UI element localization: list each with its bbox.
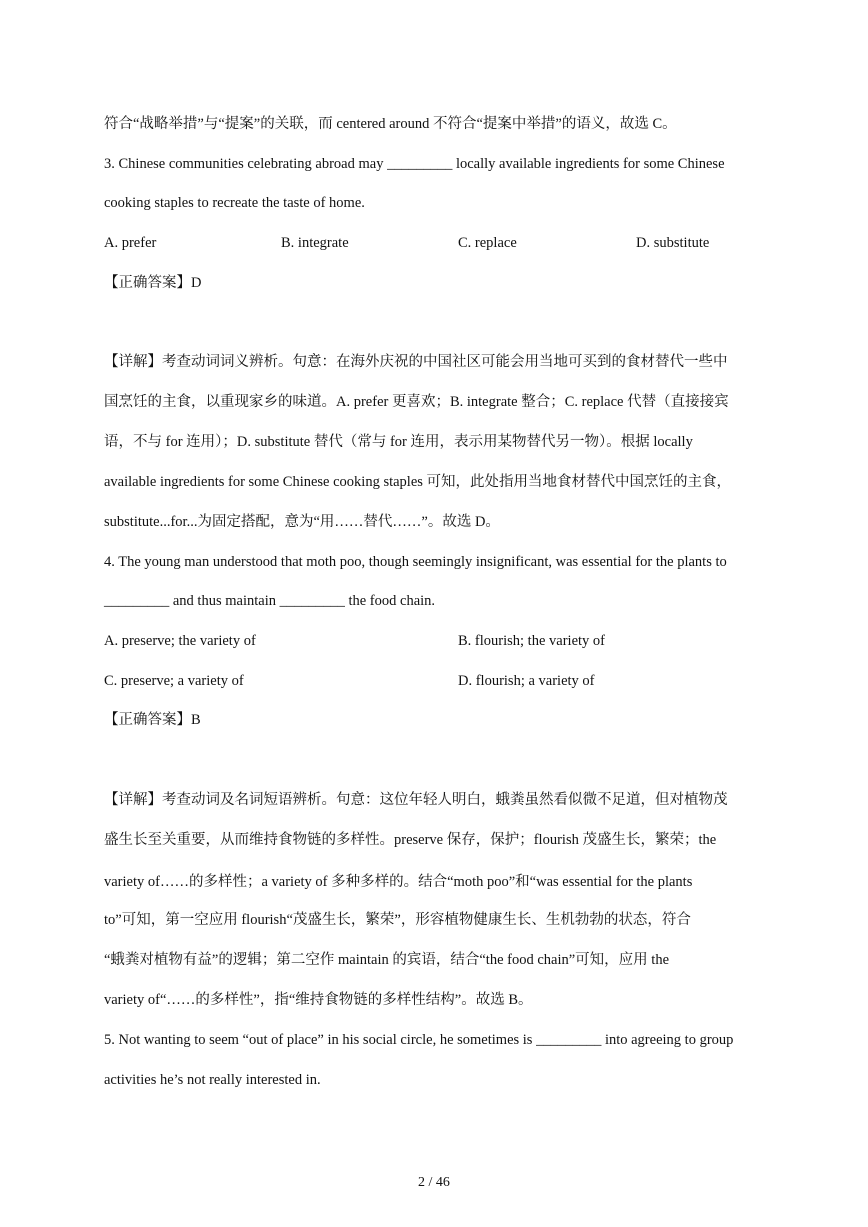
q5-stem-line-1: 5. Not wanting to seem “out of place” in his social circle, he sometimes is _________ into agreeing to group [104, 1032, 734, 1048]
q3-option-b: B. integrate [281, 235, 349, 251]
q3-option-a: A. prefer [104, 235, 157, 251]
q3-stem-line-2: cooking staples to recreate the taste of home. [104, 195, 365, 211]
intro-line: 符合“战略举措”与“提案”的关联，而 centered around 不符合“提案中举措”的语义，故选 C。 [104, 116, 677, 132]
q4-explanation-line: to”可知，第一空应用 flourish“茂盛生长，繁荣”，形容植物健康生长、生机勃勃的状态，符合 [104, 912, 691, 928]
q3-option-d: D. substitute [636, 235, 710, 251]
q4-explanation-line: 【详解】考查动词及名词短语辨析。句意：这位年轻人明白，蛾粪虽然看似微不足道，但对植物茂 [104, 792, 728, 808]
q4-answer: 【正确答案】B [104, 712, 201, 728]
q4-option-d: D. flourish; a variety of [458, 673, 595, 689]
q4-option-a: A. preserve; the variety of [104, 633, 256, 649]
q3-stem-line-1: 3. Chinese communities celebrating abroad may _________ locally available ingredients for some Chinese [104, 156, 725, 172]
q4-explanation-line: 盛生长至关重要，从而维持食物链的多样性。preserve 保存，保护；flourish 茂盛生长，繁荣；the [104, 832, 717, 848]
q3-explanation-line: substitute...for...为固定搭配，意为“用……替代……”。故选 D。 [104, 514, 500, 530]
q5-stem-line-2: activities he’s not really interested in. [104, 1072, 321, 1088]
q4-stem-line-2: _________ and thus maintain _________ the food chain. [104, 593, 436, 609]
q4-explanation-line: variety of“……的多样性”，指“维持食物链的多样性结构”。故选 B。 [104, 992, 533, 1008]
q3-explanation-line: 国烹饪的主食，以重现家乡的味道。A. prefer 更喜欢；B. integrate 整合；C. replace 代替（直接接宾 [104, 394, 729, 410]
q4-explanation-line: variety of……的多样性；a variety of 多种多样的。结合“moth poo”和“was essential for the plants [104, 874, 693, 890]
q4-option-b: B. flourish; the variety of [458, 633, 605, 649]
q3-explanation-line: available ingredients for some Chinese cooking staples 可知，此处指用当地食材替代中国烹饪的主食， [104, 474, 732, 490]
q4-explanation-line: “蛾粪对植物有益”的逻辑；第二空作 maintain 的宾语，结合“the food chain”可知，应用 the [104, 952, 670, 968]
q4-stem-line-1: 4. The young man understood that moth poo, though seemingly insignificant, was essential for the plants to [104, 554, 727, 570]
q3-explanation-line: 【详解】考查动词词义辨析。句意：在海外庆祝的中国社区可能会用当地可买到的食材替代一些中 [104, 354, 728, 370]
q4-option-c: C. preserve; a variety of [104, 673, 244, 689]
page-number: 2 / 46 [418, 1175, 450, 1190]
q3-answer: 【正确答案】D [104, 275, 202, 291]
q3-explanation-line: 语，不与 for 连用）；D. substitute 替代（常与 for 连用，表示用某物替代另一物）。根据 locally [104, 434, 693, 450]
q3-option-c: C. replace [458, 235, 517, 251]
